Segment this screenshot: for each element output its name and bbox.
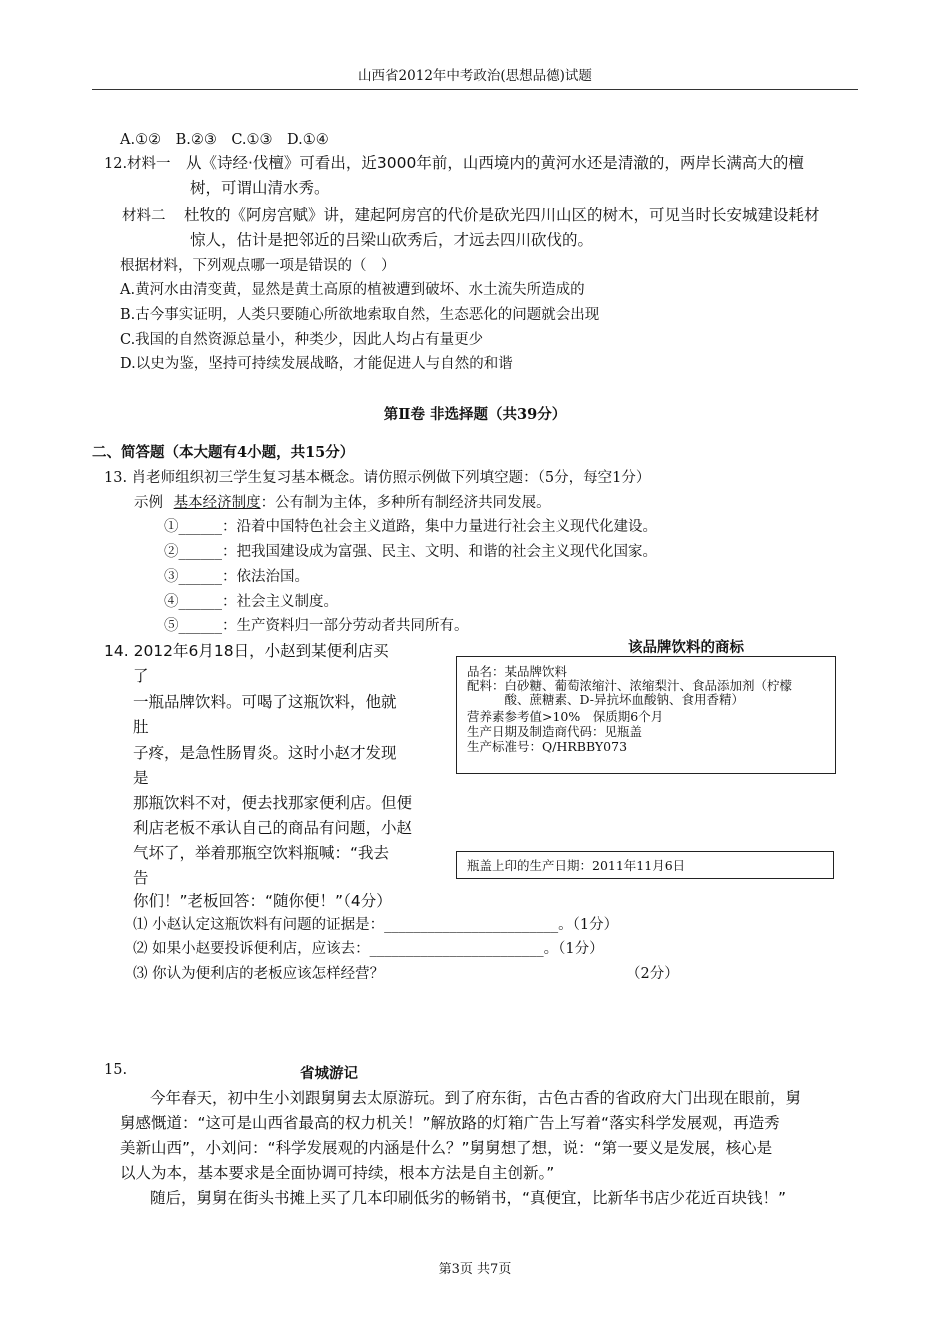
q14-line-5: 子疼，是急性肠胃炎。这时小赵才发现 [133, 744, 397, 762]
q14-line-6: 是 [133, 769, 149, 787]
label-line-standard: 生产标准号：Q/HRBBY073 [467, 739, 628, 754]
q12-material1-line1: 从《诗经·伐檀》可看出，近3000年前，山西境内的黄河水还是清澈的，两岸长满高大的檀 [186, 154, 804, 172]
label-line-name: 品名：某品牌饮料 [467, 664, 568, 679]
q14-line-10: 告 [133, 869, 149, 887]
cap-date-text: 瓶盖上印的生产日期：2011年11月6日 [467, 858, 686, 873]
q14-line-4: 肚 [133, 718, 149, 736]
q11-options: A.①② B.②③ C.①③ D.①④ [120, 132, 329, 148]
q13-blank-5: ⑤______：生产资料归一部分劳动者共同所有。 [164, 618, 469, 634]
q14-sub-3-score: （2分） [626, 966, 679, 982]
q12-material1-label: 12.材料一 [104, 156, 171, 172]
q15-title: 省城游记 [300, 1065, 358, 1082]
q15-para1-line1: 今年春天，初中生小刘跟舅舅去太原游玩。到了府东街，古色古香的省政府大门出现在眼前，舅 [150, 1089, 802, 1107]
q13-stem: 13. 肖老师组织初三学生复习基本概念。请仿照示例做下列填空题：（5分，每空1分） [104, 470, 651, 486]
q13-blank-1: ①______：沿着中国特色社会主义道路，集中力量进行社会主义现代化建设。 [164, 519, 657, 535]
q12-option-b: B.古今事实证明，人类只要随心所欲地索取自然，生态恶化的问题就会出现 [120, 307, 600, 323]
q14-cap-date-box [456, 851, 834, 879]
q13-example-rest: ：公有制为主体，多种所有制经济共同发展。 [260, 495, 551, 511]
q14-line-7: 那瓶饮料不对，便去找那家便利店。但便 [133, 794, 413, 812]
q13-blank-4: ④______：社会主义制度。 [164, 594, 338, 610]
q12-material2-line1: 杜牧的《阿房宫赋》讲，建起阿房宫的代价是砍光四川山区的树木，可见当时长安城建设耗材 [184, 206, 820, 224]
q14-sub-2: ⑵ 如果小赵要投诉便利店，应该去：________________________。（1分） [133, 941, 604, 957]
q15-para2-line1: 随后，舅舅在街头书摊上买了几本印刷低劣的畅销书，“真便宜，比新华书店少花近百块钱！” [150, 1189, 787, 1207]
q14-sub-1: ⑴ 小赵认定这瓶饮料有问题的证据是：________________________。（1分） [133, 917, 619, 933]
label-line-production-date: 生产日期及制造商代码：见瓶盖 [467, 724, 643, 739]
q12-material1-line2: 树，可谓山清水秀。 [190, 179, 330, 197]
q14-line-8: 利店老板不承认自己的商品有问题，小赵 [133, 819, 413, 837]
section2-part-heading: 二、简答题（本大题有4小题，共15分） [92, 444, 355, 461]
q14-product-label-box [456, 656, 836, 774]
header-divider [92, 89, 858, 90]
q14-line-1: 14. 2012年6月18日，小赵到某便利店买 [104, 642, 389, 660]
q14-line-9: 气坏了，举着那瓶空饮料瓶喊：“我去 [133, 844, 390, 862]
q13-example-prefix: 示例 [134, 495, 163, 511]
q15-number: 15. [104, 1062, 128, 1078]
page-header-title: 山西省2012年中考政治(思想品德)试题 [358, 68, 592, 84]
label-line-ingredients-cont: 酸、蔗糖素、D-异抗坏血酸钠、食用香精） [467, 692, 744, 707]
q14-label-title: 该品牌饮料的商标 [628, 639, 744, 656]
q15-para1-line2: 舅感慨道：“这可是山西省最高的权力机关！”解放路的灯箱广告上写着“落实科学发展观，再造秀 [120, 1114, 780, 1132]
q15-para1-line3: 美新山西”，小刘问：“科学发展观的内涵是什么？”舅舅想了想，说：“第一要义是发展，核心是 [120, 1139, 773, 1157]
q14-line-11: 你们！”老板回答：“随你便！”（4分） [133, 892, 392, 910]
q12-material2-line2: 惊人，估计是把邻近的吕梁山砍秀后，才远去四川砍伐的。 [190, 231, 594, 249]
q13-blank-3: ③______：依法治国。 [164, 569, 309, 585]
q13-example [134, 491, 551, 512]
q12-material2-label: 材料二 [122, 208, 166, 224]
section2-title: 第Ⅱ卷 非选择题（共39分） [383, 406, 567, 423]
q13-blank-2: ②______：把我国建设成为富强、民主、文明、和谐的社会主义现代化国家。 [164, 544, 657, 560]
q14-sub-3: ⑶ 你认为便利店的老板应该怎样经营？ [133, 966, 385, 982]
label-line-nutrition: 营养素参考值>10% 保质期6个月 [467, 709, 664, 724]
page-footer: 第3页 共7页 [438, 1262, 512, 1277]
q13-example-term: 基本经济制度 [173, 495, 261, 511]
label-line-ingredients: 配料：白砂糖、葡萄浓缩汁、浓缩梨汁、食品添加剂（柠檬 [467, 678, 793, 693]
q12-option-d: D.以史为鉴，坚持可持续发展战略，才能促进人与自然的和谐 [120, 356, 513, 372]
q12-stem: 根据材料，下列观点哪一项是错误的（ ） [120, 258, 396, 274]
q14-line-3: 一瓶品牌饮料。可喝了这瓶饮料，他就 [133, 693, 397, 711]
q12-option-c: C.我国的自然资源总量小，种类少，因此人均占有量更少 [120, 332, 484, 348]
q15-para1-line4: 以人为本，基本要求是全面协调可持续，根本方法是自主创新。” [120, 1164, 555, 1182]
q14-line-2: 了 [133, 667, 149, 685]
q12-option-a: A.黄河水由清变黄，显然是黄土高原的植被遭到破坏、水土流失所造成的 [120, 282, 585, 298]
